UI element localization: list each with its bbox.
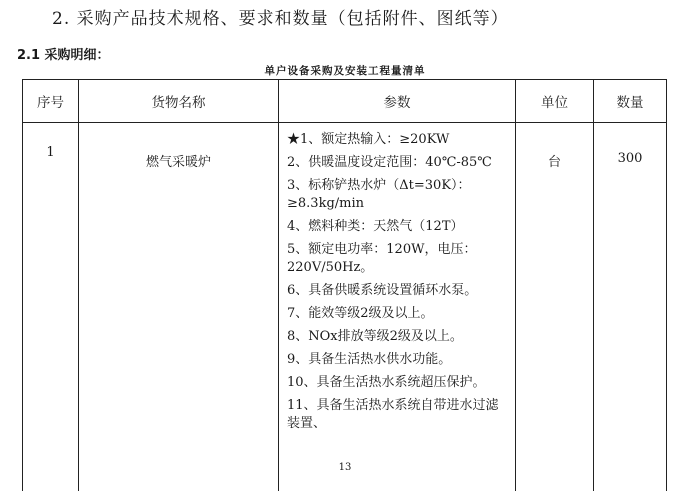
param-item: 4、燃料种类：天然气（12T） <box>287 218 511 236</box>
param-item: 7、能效等级2级及以上。 <box>287 305 511 323</box>
section-heading: 2. 采购产品技术规格、要求和数量（包括附件、图纸等） <box>52 4 509 29</box>
column-header-unit: 单位 <box>516 80 594 123</box>
param-item: 10、具备生活热水系统超压保护。 <box>287 374 511 392</box>
param-item: 8、NOx排放等级2级及以上。 <box>287 328 511 346</box>
params-list <box>279 123 515 433</box>
cell-seq: 1 <box>23 123 79 491</box>
param-item: 3、标称铲热水炉（Δt=30K）：≥8.3kg/min <box>287 177 511 213</box>
page-number: 13 <box>0 462 690 473</box>
column-header-params: 参数 <box>279 80 516 123</box>
param-item: 5、额定电功率：120W，电压：220V/50Hz。 <box>287 241 511 277</box>
table-header-row <box>23 80 667 123</box>
column-header-name: 货物名称 <box>79 80 279 123</box>
cell-name: 燃气采暖炉 <box>79 123 279 491</box>
cell-unit: 台 <box>516 123 594 491</box>
sub-heading: 2.1 采购明细： <box>17 44 110 63</box>
procurement-table <box>22 79 667 491</box>
column-header-seq: 序号 <box>23 80 79 123</box>
param-item: 9、具备生活热水供水功能。 <box>287 351 511 369</box>
param-item: 2、供暖温度设定范围：40℃-85℃ <box>287 154 511 172</box>
column-header-quantity: 数量 <box>594 80 667 123</box>
cell-quantity: 300 <box>594 123 667 491</box>
param-item: 6、具备供暖系统设置循环水泵。 <box>287 282 511 300</box>
cell-params <box>279 123 516 491</box>
param-item: ★1、额定热输入：≥20KW <box>287 131 511 149</box>
param-item: 11、具备生活热水系统自带进水过滤装置、 <box>287 397 511 433</box>
table-caption: 单户设备采购及安装工程量清单 <box>0 63 690 78</box>
table-row <box>23 123 667 491</box>
